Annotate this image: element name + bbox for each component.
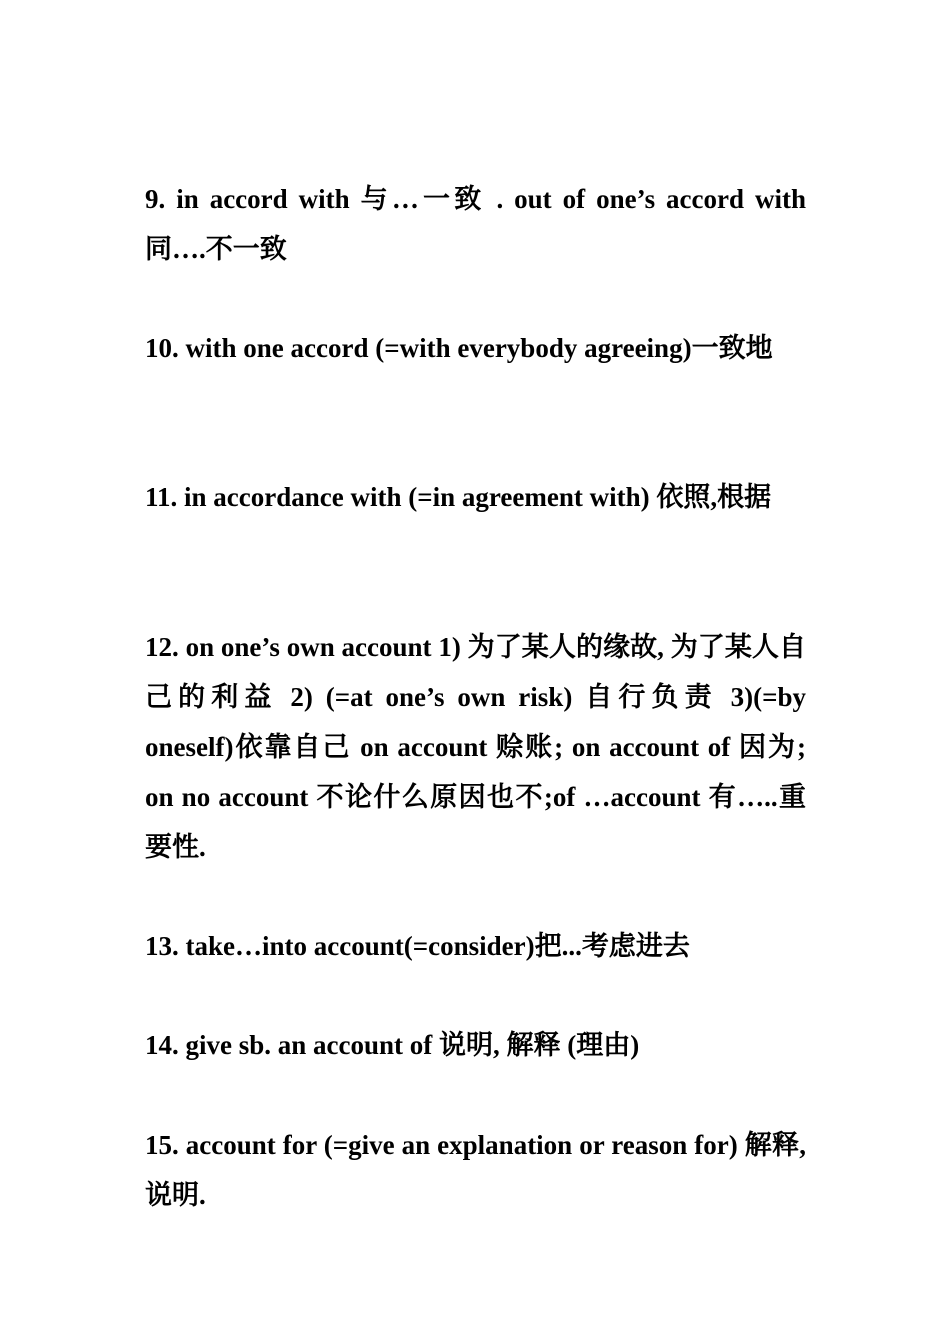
entry-15: 15. account for (=give an explanation or reason for) 解释, 说明.: [145, 1130, 806, 1210]
entry-13: 13. take…into account(=consider)把...考虑进去: [145, 931, 690, 961]
entry-11: 11. in accordance with (=in agreement with) 依照,根据: [145, 482, 772, 512]
entry-9: 9. in accord with 与…一致 . out of one’s accord with 同….不一致: [145, 184, 806, 264]
entry-10: 10. with one accord (=with everybody agreeing)一致地: [145, 333, 773, 363]
entry-14: 14. give sb. an account of 说明, 解释 (理由): [145, 1030, 640, 1060]
entry-12: 12. on one’s own account 1) 为了某人的缘故, 为了某人自己的利益 2) (=at one’s own risk) 自行负责 3)(=by oneself)依靠自己 on account 赊账; on account of 因为; on no account 不论什么原因也不;of …account 有…..重要性.: [145, 632, 806, 862]
